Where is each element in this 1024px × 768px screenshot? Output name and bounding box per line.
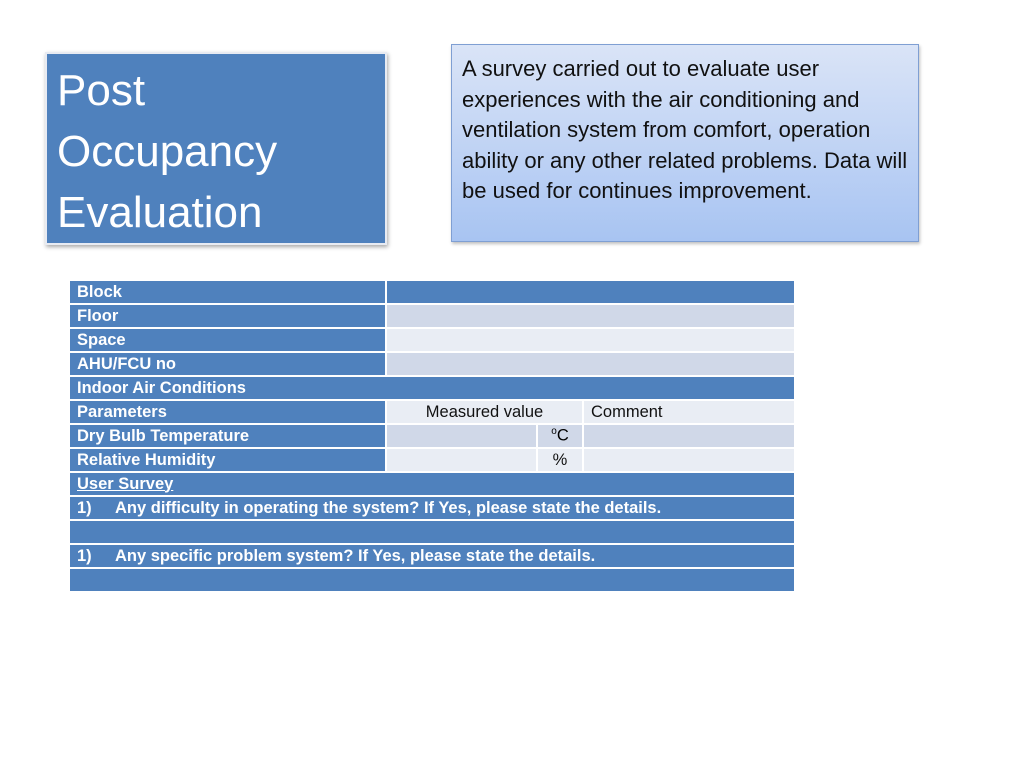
question-2-number: 1): [77, 546, 92, 565]
celsius-letter: C: [556, 426, 569, 445]
description-text: A survey carried out to evaluate user experiences with the air conditioning and ventilation system from comfort, operation ability or any other related problems. Data will be used for continues improvement.: [462, 56, 908, 203]
table-row-question-2: [69, 544, 795, 568]
table-row-space: [69, 328, 795, 352]
question-1: [69, 496, 795, 520]
parameters-label: Parameters: [69, 400, 386, 424]
question-1-number: 1): [77, 498, 92, 517]
humidity-comment-cell[interactable]: [583, 448, 795, 472]
table-row-answer-1: [69, 520, 795, 544]
block-value-cell[interactable]: [386, 280, 795, 304]
degree-sup: o: [551, 426, 557, 438]
dry-bulb-label: Dry Bulb Temperature: [69, 424, 386, 448]
humidity-label: Relative Humidity: [69, 448, 386, 472]
description-box: [451, 44, 919, 242]
answer-2-area[interactable]: [69, 568, 795, 592]
title-line-1: Post: [57, 66, 146, 115]
question-2: [69, 544, 795, 568]
comment-header: Comment: [583, 400, 795, 424]
table-row-user-survey: [69, 472, 795, 496]
table-row-humidity: [69, 448, 795, 472]
table-row-floor: [69, 304, 795, 328]
floor-label: Floor: [69, 304, 386, 328]
question-2-text: Any specific problem system? If Yes, please state the details.: [115, 546, 596, 565]
table-row-answer-2: [69, 568, 795, 592]
table-row-ahu: [69, 352, 795, 376]
block-label: Block: [69, 280, 386, 304]
table-row-parameters: [69, 400, 795, 424]
user-survey-heading: [69, 472, 795, 496]
measured-value-header: Measured value: [386, 400, 583, 424]
answer-1-area[interactable]: [69, 520, 795, 544]
title-line-3: Evaluation: [57, 188, 263, 237]
dry-bulb-comment-cell[interactable]: [583, 424, 795, 448]
dry-bulb-value-cell[interactable]: [386, 424, 537, 448]
table-row-dry-bulb: [69, 424, 795, 448]
ahu-label: AHU/FCU no: [69, 352, 386, 376]
question-1-text: Any difficulty in operating the system? If Yes, please state the details.: [115, 498, 662, 517]
title-line-2: Occupancy: [57, 127, 278, 176]
survey-table: [68, 279, 796, 593]
indoor-air-heading: Indoor Air Conditions: [69, 376, 795, 400]
ahu-value-cell[interactable]: [386, 352, 795, 376]
space-label: Space: [69, 328, 386, 352]
humidity-value-cell[interactable]: [386, 448, 537, 472]
dry-bulb-unit: [537, 424, 583, 448]
user-survey-heading-text: User Survey: [77, 474, 174, 493]
title-box: [45, 52, 387, 245]
space-value-cell[interactable]: [386, 328, 795, 352]
table-row-question-1: [69, 496, 795, 520]
humidity-unit: %: [537, 448, 583, 472]
table-row-indoor-heading: [69, 376, 795, 400]
floor-value-cell[interactable]: [386, 304, 795, 328]
table-row-block: [69, 280, 795, 304]
